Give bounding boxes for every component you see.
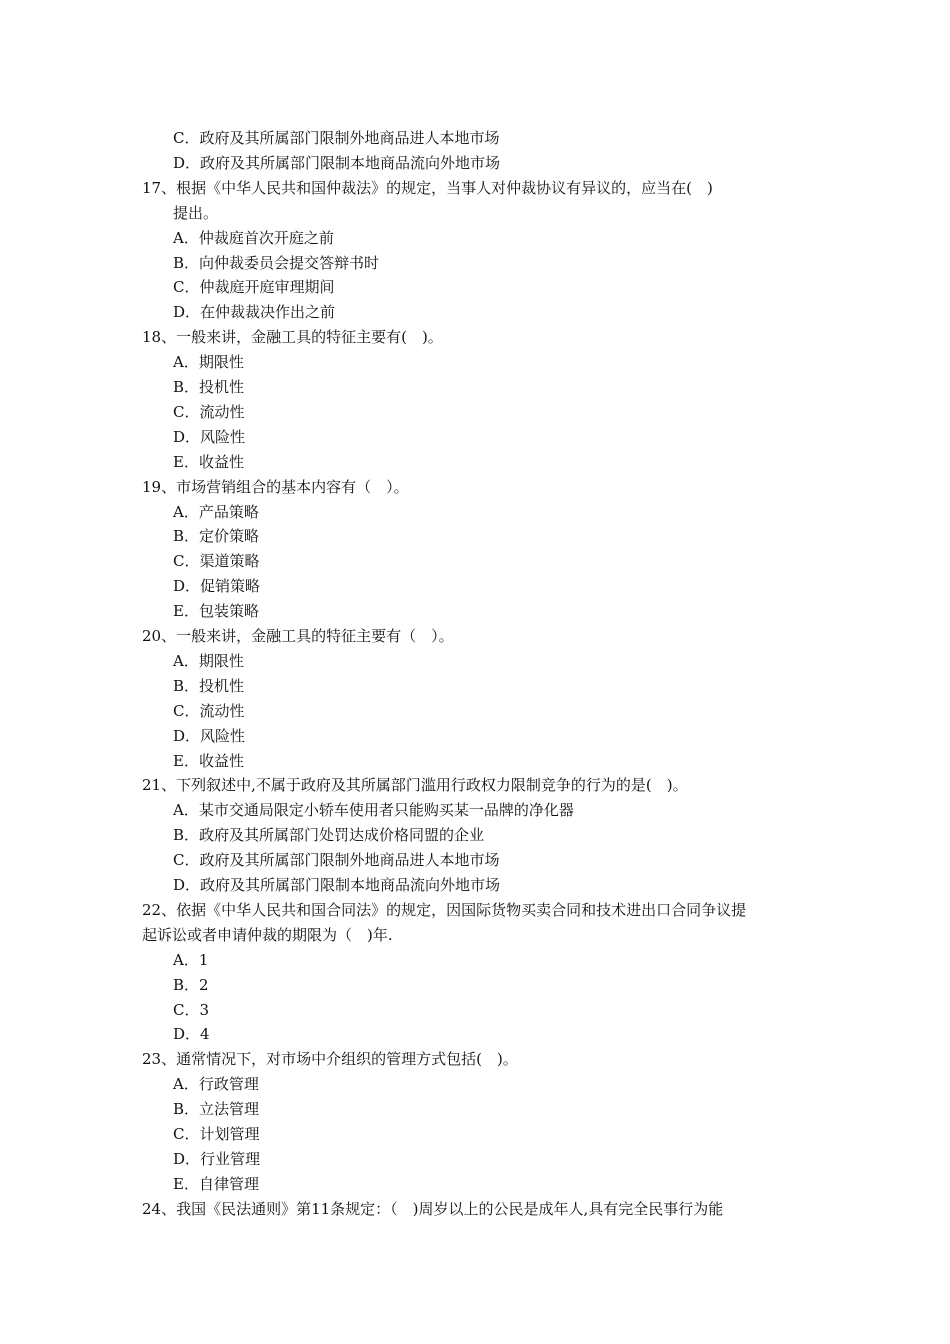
answer-option: B．定价策略 [173,527,260,545]
answer-option: C．仲裁庭开庭审理期间 [173,278,335,296]
answer-option: A．期限性 [173,353,244,371]
answer-option: B．2 [173,976,209,994]
answer-option: A．某市交通局限定小轿车使用者只能购买某一品牌的净化器 [173,801,574,819]
answer-option: B．投机性 [173,378,245,396]
question-line: 23、通常情况下，对市场中介组织的管理方式包括( )。 [142,1050,518,1068]
answer-option: B．政府及其所属部门处罚达成价格同盟的企业 [173,826,485,844]
answer-option: D．在仲裁裁决作出之前 [173,303,336,321]
answer-option: A．行政管理 [173,1075,259,1093]
answer-option: D．风险性 [173,727,246,745]
question-line: 18、一般来讲，金融工具的特征主要有( )。 [142,328,443,346]
answer-option: D．促销策略 [173,577,261,595]
answer-option: E．自律管理 [173,1175,259,1193]
answer-option: D．政府及其所属部门限制本地商品流向外地市场 [173,154,501,172]
answer-option: A．仲裁庭首次开庭之前 [173,229,334,247]
question-line: 19、市场营销组合的基本内容有（ ）。 [142,478,409,496]
answer-option: A．产品策略 [173,503,259,521]
answer-option: D．行业管理 [173,1150,261,1168]
answer-option: E．包装策略 [173,602,259,620]
answer-option: D．风险性 [173,428,246,446]
answer-option: A．期限性 [173,652,244,670]
answer-option: D．政府及其所属部门限制本地商品流向外地市场 [173,876,501,894]
answer-option: B．向仲裁委员会提交答辩书时 [173,254,380,272]
answer-option: C．政府及其所属部门限制外地商品进人本地市场 [173,129,500,147]
answer-option: D．4 [173,1025,210,1043]
answer-option: C．政府及其所属部门限制外地商品进人本地市场 [173,851,500,869]
answer-option: C．渠道策略 [173,552,260,570]
question-line: 22、依据《中华人民共和国合同法》的规定，因国际货物买卖合同和技术进出口合同争议提 [142,901,747,919]
answer-option: E．收益性 [173,752,244,770]
answer-option: C．计划管理 [173,1125,260,1143]
question-line: 24、我国《民法通则》第11条规定：（ )周岁以上的公民是成年人,具有完全民事行为能 [142,1200,724,1218]
answer-option: B．投机性 [173,677,245,695]
answer-option: B．立法管理 [173,1100,260,1118]
question-line: 20、一般来讲，金融工具的特征主要有（ ）。 [142,627,454,645]
answer-option: A．1 [173,951,209,969]
question-line: 21、下列叙述中,不属于政府及其所属部门滥用行政权力限制竞争的行为的是( )。 [142,776,688,794]
question-continuation: 提出。 [173,204,219,222]
answer-option: E．收益性 [173,453,244,471]
answer-option: C．流动性 [173,403,245,421]
question-continuation: 起诉讼或者申请仲裁的期限为（ )年. [142,926,393,944]
answer-option: C．3 [173,1001,210,1019]
answer-option: C．流动性 [173,702,245,720]
question-line: 17、根据《中华人民共和国仲裁法》的规定，当事人对仲裁协议有异议的，应当在( ) [142,179,713,197]
